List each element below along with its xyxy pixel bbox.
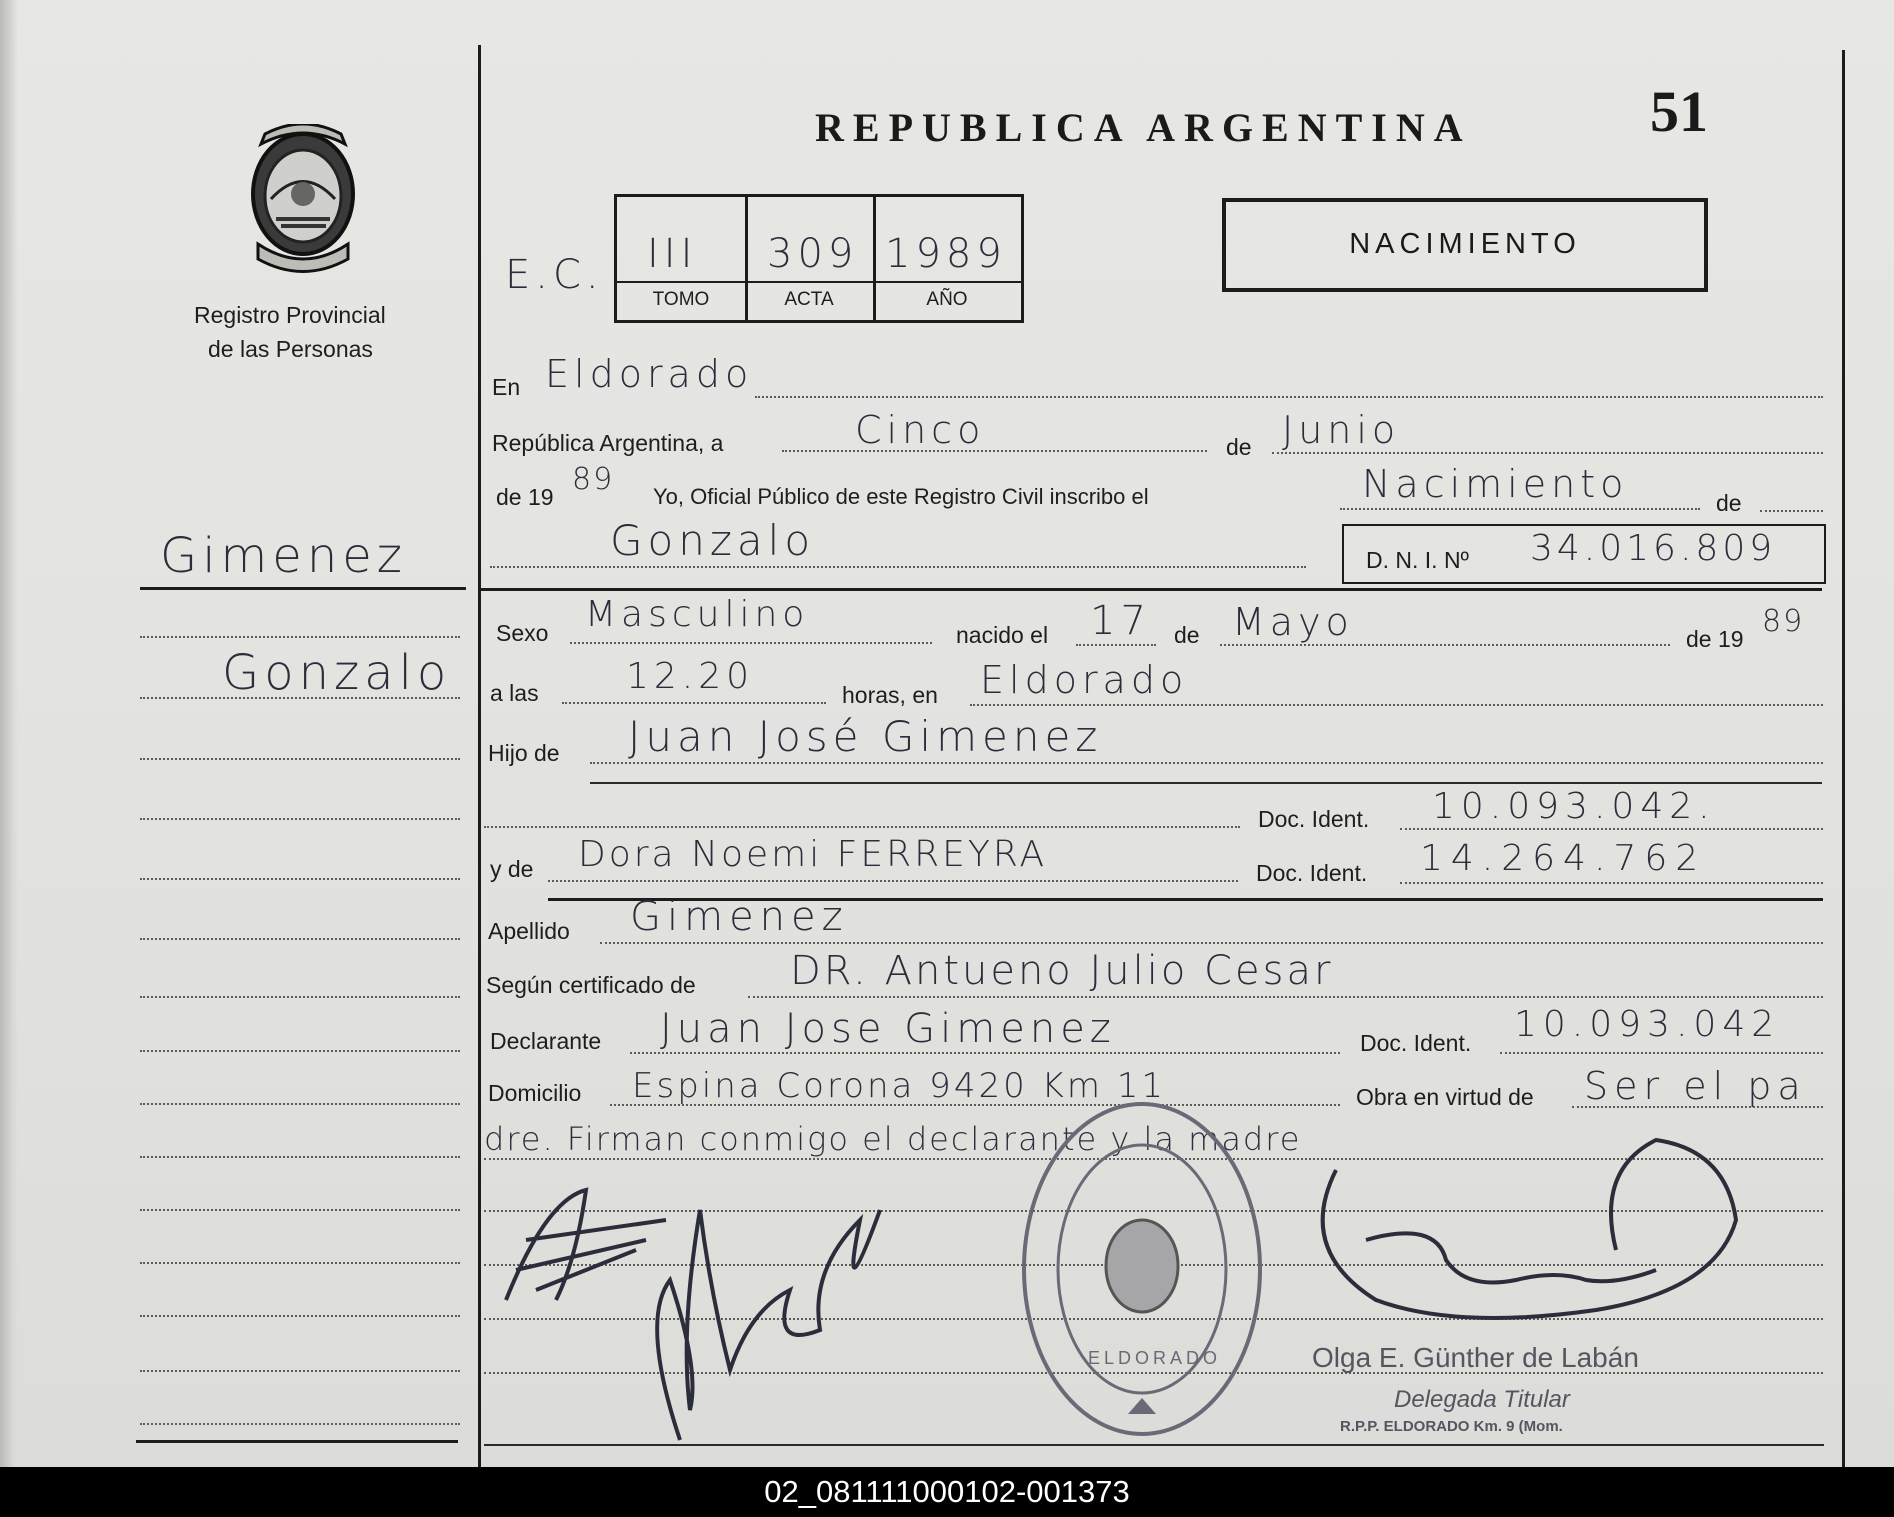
record-reference-table [614,194,1024,323]
obra-value: Ser el pa [1584,1064,1807,1108]
father-doc-line [1400,828,1823,830]
margin-dotted-line [140,1315,460,1317]
ano-value: 1989 [885,231,1007,277]
en-label: En [492,374,521,400]
margin-dotted-line [140,758,460,760]
obra-label: Obra en virtud de [1356,1084,1534,1110]
horas-label: horas, en [842,682,938,708]
stamp-city: ELDORADO [1088,1348,1222,1368]
mother-doc-line [1400,882,1823,884]
acta-label: ACTA [784,289,834,310]
margin-dotted-line [140,1050,460,1052]
column-divider [478,45,481,1467]
declarante-line [630,1052,1340,1054]
mother-line [548,880,1238,882]
registry-name-line1: Registro Provincial [194,302,386,328]
dni-box [1342,524,1826,584]
birth-year-prefix: de 19 [1686,626,1744,652]
margin-dotted-line [140,636,460,638]
yde-label: y de [490,856,534,882]
year-prefix: de 19 [496,484,554,510]
birth-day-line [1076,644,1156,646]
alas-label: a las [490,680,539,706]
day-value: Cinco [855,408,986,452]
republica-label: República Argentina, a [492,430,724,456]
domicilio-label: Domicilio [488,1080,582,1106]
doc-ident-label-declarante: Doc. Ident. [1360,1030,1472,1056]
declarante-label: Declarante [490,1028,602,1054]
month-line [1272,452,1823,454]
record-type-label: NACIMIENTO [1349,228,1581,260]
apellido-label: Apellido [488,918,570,944]
ano-label: AÑO [926,289,968,310]
hijo-label: Hijo de [488,740,560,766]
continuation-text: dre. Firman conmigo el declarante y la madre [484,1120,1302,1158]
father-doc: 10.093.042. [1432,786,1716,827]
de-label-2: de [1716,490,1742,516]
birth-day: 17 [1090,598,1151,644]
segun-label: Según certificado de [486,972,696,998]
image-id-footer: 02_081111000102-001373 [0,1467,1894,1517]
official-name: Olga E. Günther de Labán [1312,1342,1639,1373]
nacido-label: nacido el [956,622,1049,648]
doc-ident-label-mother: Doc. Ident. [1256,860,1368,886]
ec-prefix: E.C. [505,252,604,298]
sexo-label: Sexo [496,620,549,646]
margin-dotted-line [140,818,460,820]
margin-dotted-line [140,996,460,998]
father-value: Juan José Gimenez [628,712,1103,761]
tomo-label: TOMO [652,289,710,310]
month-value: Junio [1282,408,1401,452]
name-value: Gonzalo [610,516,816,565]
sexo-line [570,642,932,644]
margin-given-name: Gonzalo [222,645,452,701]
registry-name-line2: de las Personas [208,336,373,362]
mother-value: Dora Noemi FERREYRA [578,834,1048,875]
de-line [1760,510,1823,512]
registry-seal [236,124,371,274]
margin-dotted-line [140,938,460,940]
doc-ident-label-father: Doc. Ident. [1258,806,1370,832]
margin-surname: Gimenez [160,528,407,584]
time-value: 12.20 [626,656,755,697]
mother-doc: 14.264.762 [1420,838,1707,879]
margin-dotted-line [140,1423,460,1425]
margin-dotted-line [140,878,460,880]
section-rule [480,588,1822,591]
father-line [590,762,1823,764]
official-title: Delegada Titular [1394,1386,1570,1413]
margin-dotted-line [140,697,460,699]
obra-line [1572,1106,1823,1108]
apellido-line [600,942,1823,944]
dni-label: D. N. I. Nº [1366,547,1469,573]
father-doc-blank-line [484,826,1240,828]
registry-stamp [1018,1098,1266,1440]
right-border [1842,50,1845,1467]
margin-dotted-line [140,1103,460,1105]
domicilio-value: Espina Corona 9420 Km 11 [632,1066,1167,1106]
birth-year-suffix: 89 [1762,604,1805,639]
day-line [782,450,1207,452]
acta-value: 309 [767,231,859,277]
official-text: Yo, Oficial Público de este Registro Civil inscribo el [653,484,1149,509]
birth-month: Mayo [1232,600,1354,644]
sexo-value: Masculino [585,594,810,635]
place-line [970,704,1823,706]
certificate-line [748,996,1823,998]
en-line [755,396,1823,398]
record-type-box [1222,198,1708,292]
time-line [562,702,826,704]
en-value: Eldorado [545,352,754,396]
margin-bottom-rule [136,1440,458,1443]
act-line [1340,508,1700,510]
tomo-value: III [647,231,698,277]
country-title: REPUBLICA ARGENTINA [815,105,1472,150]
declarante-doc: 10.093.042 [1514,1004,1781,1045]
apellido-value: Gimenez [630,894,849,940]
dni-value: 34.016.809 [1530,528,1777,569]
declarante-doc-line [1500,1052,1823,1054]
de-label: de [1226,434,1252,460]
de-label-3: de [1174,622,1200,648]
name-line [490,566,1306,568]
signature-mother [620,1170,920,1450]
official-office: R.P.P. ELDORADO Km. 9 (Mom. [1340,1418,1563,1435]
page-number: 51 [1650,79,1708,144]
year-suffix: 89 [572,462,615,497]
place-value: Eldorado [980,658,1189,702]
father-rule [590,782,1822,784]
margin-dotted-line [140,1209,460,1211]
margin-rule [140,587,466,590]
birth-month-line [1220,644,1670,646]
act-value: Nacimiento [1362,462,1629,506]
signature-official [1296,1110,1756,1340]
certificate-value: DR. Antueno Julio Cesar [790,948,1334,994]
margin-dotted-line [140,1370,460,1372]
declarante-value: Juan Jose Gimenez [660,1006,1116,1052]
margin-dotted-line [140,1156,460,1158]
margin-dotted-line [140,1262,460,1264]
